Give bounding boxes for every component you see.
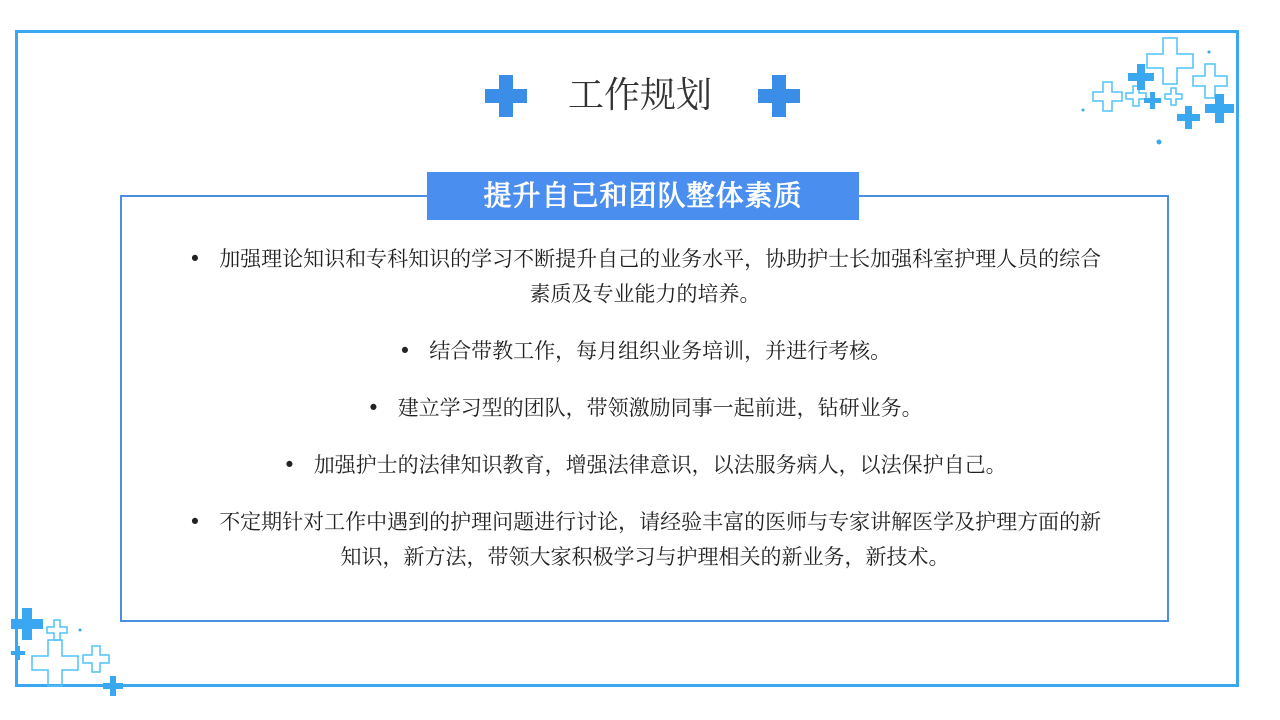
bullet-symbol: • [367,396,380,420]
bullet-text: 建立学习型的团队，带领激励同事一起前进，钻研业务。 [397,396,923,420]
list-item [180,505,1110,575]
bullet-text: 结合带教工作，每月组织业务培训，并进行考核。 [429,339,892,363]
section-heading: 提升自己和团队整体素质 [427,172,859,220]
page-title: 工作规划 [567,75,712,116]
list-item [180,334,1110,369]
bullet-text: 加强理论知识和专科知识的学习不断提升自己的业务水平，协助护士长加强科室护理人员的综合素质及专业能力的培养。 [219,247,1102,306]
title-row [0,66,1280,126]
bullet-text: 加强护士的法律知识教育，增强法律意识，以法服务病人，以法保护自己。 [313,453,1007,477]
bullet-symbol: • [188,247,202,271]
bullet-symbol: • [188,510,202,534]
plus-cross-icon [758,75,800,117]
list-item [180,242,1110,312]
bullet-symbol: • [398,339,412,363]
plus-cross-icon [485,75,527,117]
list-item [180,448,1110,483]
bullet-text: 不定期针对工作中遇到的护理问题进行讨论，请经验丰富的医师与专家讲解医学及护理方面的新知识，新方法，带领大家积极学习与护理相关的新业务，新技术。 [219,510,1102,569]
bullet-symbol: • [283,453,296,477]
list-item [180,391,1110,426]
bullet-list [180,242,1110,597]
